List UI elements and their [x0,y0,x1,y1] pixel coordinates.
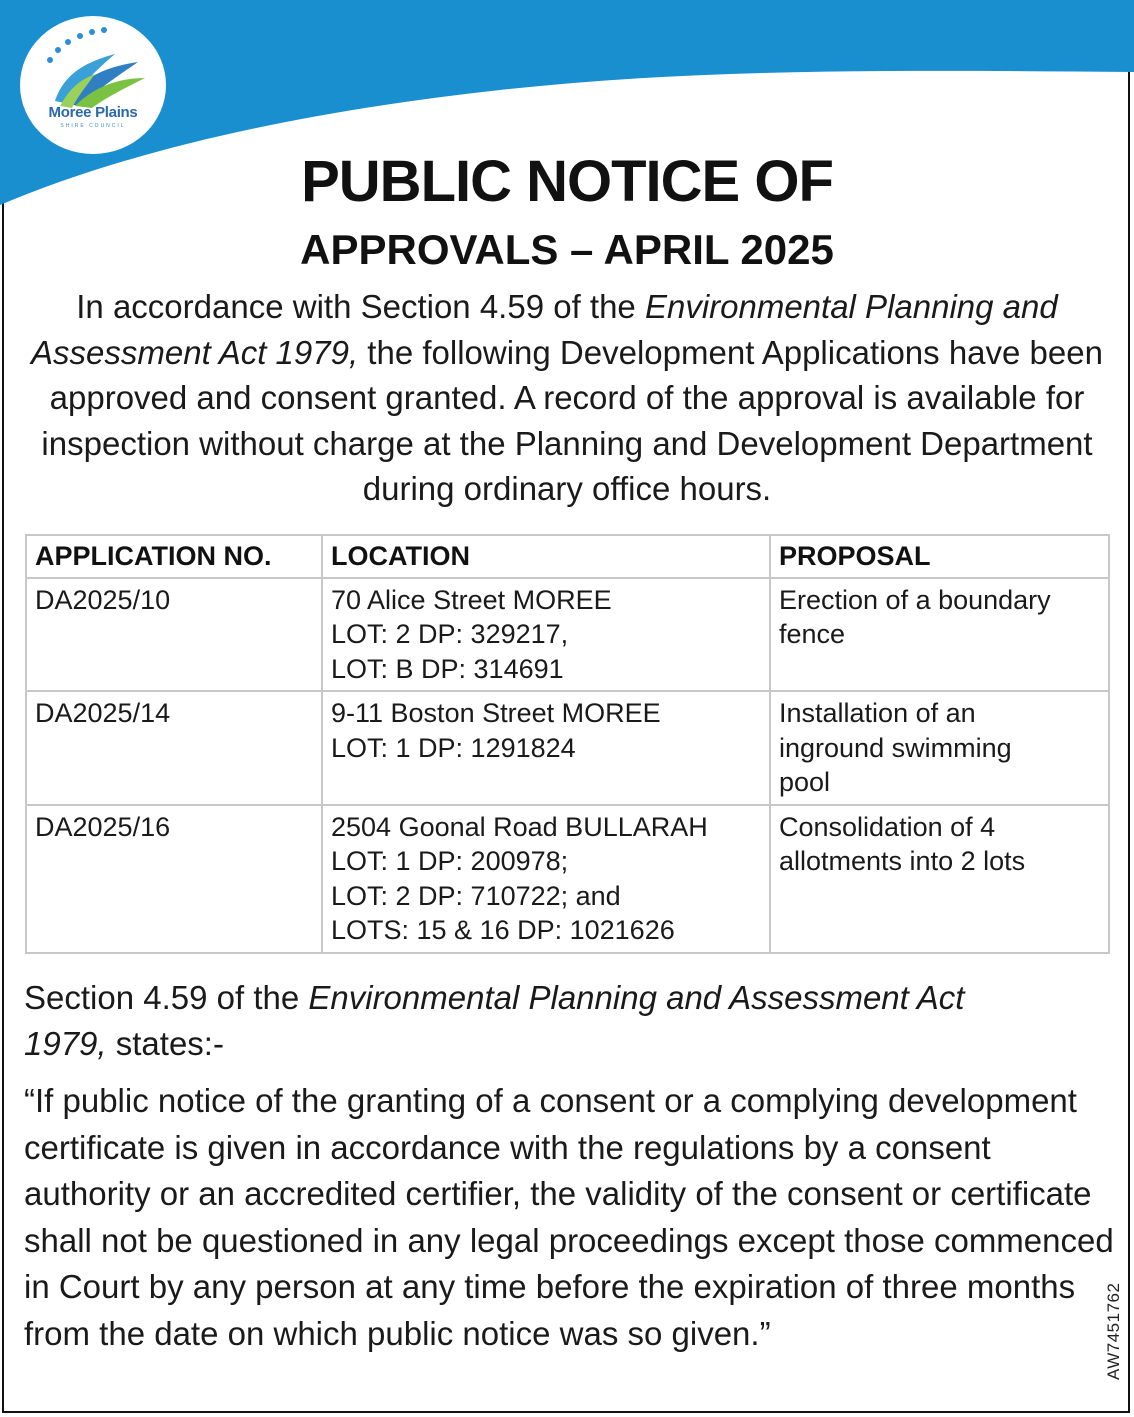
proposal-line: Erection of a boundary [779,584,1051,615]
intro-after: the following Development Applications have been approved and consent granted. A record of the approval is available for inspection without charge at the Planning and Development Department during ordinary office hours. [41,333,1103,507]
advert-reference: AW7451762 [1104,1282,1123,1380]
approvals-table [25,534,1110,954]
proposal-cell [770,805,1109,953]
section-act-name: Environmental Planning and Assessment Act 1979, [24,979,965,1062]
logo-subtitle: SHIRE COUNCIL [60,123,126,129]
table-row [26,691,1109,805]
table-header-row [26,535,1109,578]
intro-before: In accordance with Section 4.59 of the [76,288,645,325]
application-no-cell: DA2025/16 [26,805,322,953]
section-heading [24,975,1024,1067]
notice-title: PUBLIC NOTICE OF [301,149,833,214]
legal-quote: “If public notice of the granting of a consent or a complying development certificate is given in accordance with the regulations by a consent authority or an accredited certifier, the validity of the consent or certificate shall not be questioned in any legal proceedings except those commenced in Court by any person at any time before the expiration of three months from the date on which public notice was so given.” [24,1082,1114,1352]
proposal-line: pool [779,767,831,797]
intro-paragraph [18,284,1116,512]
proposal-line: allotments into 2 lots [779,846,1026,876]
proposal-line: Consolidation of 4 [779,811,996,842]
table-row [26,578,1109,692]
council-logo [20,16,166,154]
location-line: LOTS: 15 & 16 DP: 1021626 [331,915,675,945]
location-line: LOT: 1 DP: 1291824 [331,732,576,763]
intro-act-name: Environmental Planning and Assessment Act 1979, [31,288,1058,371]
section-after: states:- [106,1025,224,1062]
header-application-no: APPLICATION NO. [26,535,322,578]
location-line: LOT: 1 DP: 200978; [331,846,569,876]
section-before: Section 4.59 of the [24,979,309,1016]
proposal-line: Installation of an [779,698,976,728]
notice-subtitle: APPROVALS – APRIL 2025 [300,226,834,273]
location-line: 2504 Goonal Road BULLARAH [331,811,708,842]
table-row [26,805,1109,953]
proposal-line: inground swimming [779,732,1012,763]
proposal-cell [770,578,1109,692]
location-line: 9-11 Boston Street MOREE [331,698,661,728]
proposal-cell [770,691,1109,805]
location-line: 70 Alice Street MOREE [331,584,612,615]
location-line: LOT: 2 DP: 710722; and [331,880,621,911]
header-proposal: PROPOSAL [770,535,1109,578]
header-location: LOCATION [322,535,770,578]
logo-name: Moree Plains [48,104,138,121]
location-line: LOT: 2 DP: 329217, [331,619,569,649]
application-no-cell: DA2025/14 [26,691,322,805]
location-line: LOT: B DP: 314691 [331,653,564,684]
location-cell [322,578,770,692]
location-cell [322,691,770,805]
application-no-cell: DA2025/10 [26,578,322,692]
proposal-line: fence [779,619,846,649]
location-cell [322,805,770,953]
